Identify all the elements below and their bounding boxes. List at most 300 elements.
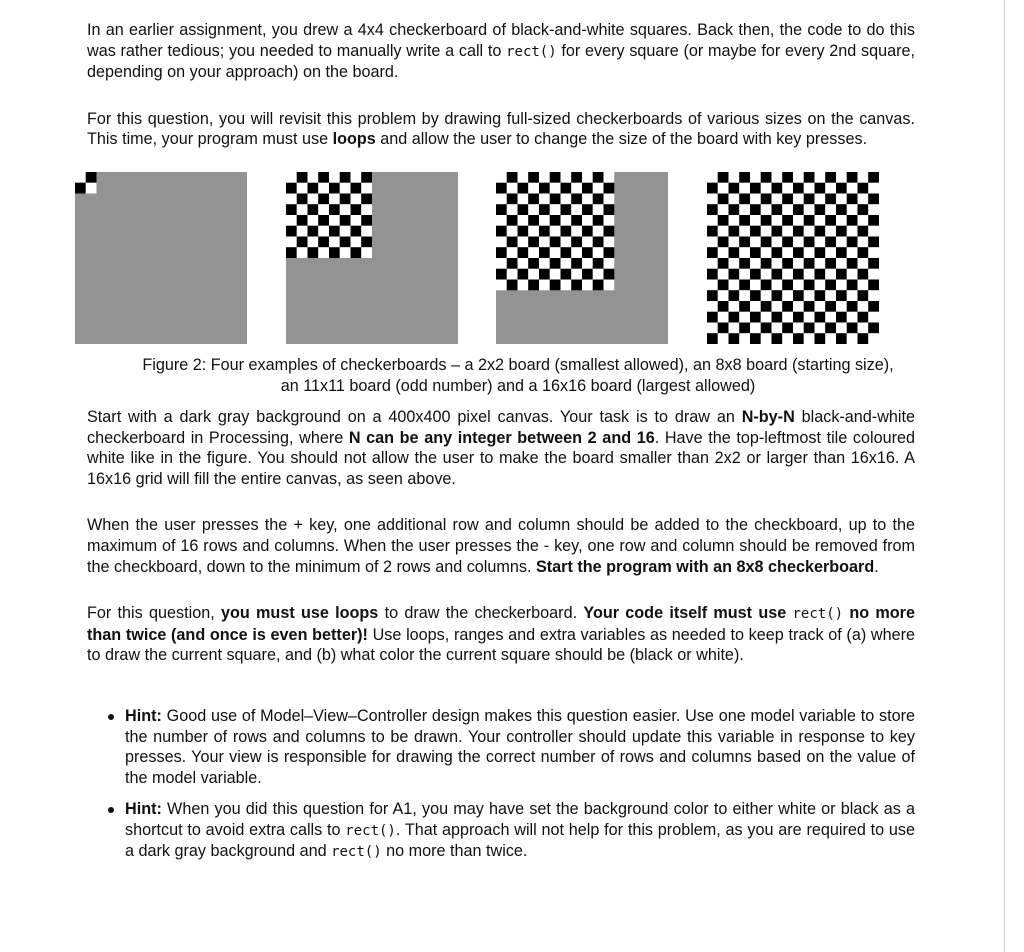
checker-square	[361, 236, 372, 247]
checker-square	[582, 204, 593, 215]
checker-square	[604, 193, 615, 204]
checker-square	[815, 215, 826, 226]
checker-square	[286, 193, 297, 204]
checker-square	[604, 247, 615, 258]
checker-square	[761, 269, 772, 280]
checker-square	[507, 193, 518, 204]
checker-square	[782, 172, 793, 183]
checker-square	[718, 183, 729, 194]
checker-square	[793, 258, 804, 269]
checker-square	[571, 172, 582, 183]
checker-square	[308, 226, 319, 237]
checker-square	[750, 333, 761, 344]
checker-square	[308, 172, 319, 183]
checker-square	[761, 226, 772, 237]
checker-square	[761, 333, 772, 344]
checker-square	[351, 226, 362, 237]
checker-square	[772, 215, 783, 226]
checker-square	[707, 322, 718, 333]
checker-square	[739, 322, 750, 333]
checker-square	[858, 193, 869, 204]
checker-square	[518, 193, 529, 204]
figure-caption	[58, 355, 978, 396]
checker-square	[815, 312, 826, 323]
checker-square	[815, 333, 826, 344]
checker-square	[847, 226, 858, 237]
checker-square	[361, 172, 372, 183]
caption-line-1: Figure 2: Four examples of checkerboards – a 2x2 board (smallest allowed), an 8x8 board (starting size),	[142, 355, 894, 374]
checker-square	[340, 172, 351, 183]
checker-square	[782, 301, 793, 312]
checker-square	[496, 236, 507, 247]
checkerboard-11x11	[496, 172, 668, 344]
checker-square	[825, 193, 836, 204]
checker-square	[815, 193, 826, 204]
checker-square	[593, 183, 604, 194]
checker-square	[804, 226, 815, 237]
caption-line-2: an 11x11 board (odd number) and a 16x16 board (largest allowed)	[280, 376, 756, 395]
checker-square	[582, 258, 593, 269]
inline-code-rect: rect()	[345, 822, 396, 839]
checker-square	[729, 290, 740, 301]
checker-square	[582, 236, 593, 247]
checker-square	[847, 204, 858, 215]
checker-square	[739, 226, 750, 237]
checker-square	[772, 312, 783, 323]
checker-square	[858, 247, 869, 258]
checker-square	[868, 312, 879, 323]
checker-square	[707, 301, 718, 312]
checker-square	[604, 183, 615, 194]
checker-square	[750, 312, 761, 323]
keypress-paragraph: When the user presses the + key, one additional row and column should be added to the checkboard, up to the maximum of 16 rows and columns. When the user presses the - key, one row and column should be removed from the checkboard, down to the minimum of 2 rows and columns. Start the program with an 8x8 checkerboard.	[87, 516, 915, 576]
checker-square	[329, 226, 340, 237]
checker-square	[593, 172, 604, 183]
checker-square	[750, 322, 761, 333]
checker-square	[739, 204, 750, 215]
checker-square	[550, 204, 561, 215]
checker-square	[825, 269, 836, 280]
checker-square	[604, 279, 615, 290]
checker-square	[329, 215, 340, 226]
checker-square	[539, 204, 550, 215]
checker-square	[496, 172, 507, 183]
checker-square	[318, 236, 329, 247]
checker-square	[361, 183, 372, 194]
checker-square	[729, 333, 740, 344]
assignment-document	[87, 20, 915, 874]
checker-square	[782, 290, 793, 301]
board-background	[75, 172, 247, 344]
checker-square	[836, 226, 847, 237]
checker-square	[561, 269, 572, 280]
checker-square	[804, 247, 815, 258]
checker-square	[593, 258, 604, 269]
intro-paragraph-2: For this question, you will revisit this problem by drawing full-sized checkerboards of various sizes on the canvas. This time, your program must use loops and allow the user to change the size of the board with key presses.	[87, 109, 915, 149]
checker-square	[815, 204, 826, 215]
checker-square	[571, 226, 582, 237]
checker-square	[496, 258, 507, 269]
checker-square	[507, 183, 518, 194]
checker-square	[739, 215, 750, 226]
checker-square	[868, 247, 879, 258]
checker-square	[729, 258, 740, 269]
checker-square	[772, 258, 783, 269]
checker-square	[561, 236, 572, 247]
checker-square	[739, 333, 750, 344]
checker-square	[507, 247, 518, 258]
checker-square	[858, 204, 869, 215]
checker-square	[351, 247, 362, 258]
checker-square	[761, 301, 772, 312]
checker-square	[561, 258, 572, 269]
checker-square	[582, 215, 593, 226]
checker-square	[518, 258, 529, 269]
checker-square	[604, 215, 615, 226]
checker-square	[539, 183, 550, 194]
checker-square	[329, 183, 340, 194]
checker-square	[707, 226, 718, 237]
checker-square	[528, 236, 539, 247]
checker-square	[815, 269, 826, 280]
checker-square	[286, 247, 297, 258]
checker-square	[836, 290, 847, 301]
checker-square	[729, 215, 740, 226]
checker-square	[593, 204, 604, 215]
checker-square	[772, 172, 783, 183]
checker-square	[582, 269, 593, 280]
checker-square	[868, 226, 879, 237]
checker-square	[804, 258, 815, 269]
checker-square	[761, 279, 772, 290]
checker-square	[308, 247, 319, 258]
checker-square	[718, 215, 729, 226]
hint-item-background: Hint: When you did this question for A1, you may have set the background color to either white or black as a shortcut to avoid extra calls to rect(). That approach will not help for this problem, as you are required to use a dark gray background and rect() no more than twice.	[125, 799, 915, 863]
checker-square	[593, 279, 604, 290]
checker-square	[729, 226, 740, 237]
checker-square	[571, 258, 582, 269]
checker-square	[604, 258, 615, 269]
checker-square	[75, 172, 86, 183]
checker-square	[318, 183, 329, 194]
checker-square	[868, 279, 879, 290]
checker-square	[528, 172, 539, 183]
checker-square	[750, 269, 761, 280]
checker-square	[815, 236, 826, 247]
checker-square	[593, 236, 604, 247]
checker-square	[496, 226, 507, 237]
checker-square	[329, 193, 340, 204]
checker-square	[804, 193, 815, 204]
checker-square	[496, 279, 507, 290]
checker-square	[507, 172, 518, 183]
checker-square	[729, 183, 740, 194]
checker-square	[750, 301, 761, 312]
intro-paragraph-1: In an earlier assignment, you drew a 4x4 checkerboard of black-and-white squares. Back then, the code to do this was rather tedious; you needed to manually write a call to rect() for every square (or maybe for every 2nd square, depending on your approach) on the board.	[87, 21, 915, 82]
checkerboard-16x16	[707, 172, 879, 344]
page-edge-rule	[1004, 0, 1005, 952]
checker-square	[729, 312, 740, 323]
checker-square	[571, 236, 582, 247]
checker-square	[868, 193, 879, 204]
checker-square	[847, 290, 858, 301]
checker-square	[539, 226, 550, 237]
task-paragraph: Start with a dark gray background on a 400x400 pixel canvas. Your task is to draw an N-by-N black-and-white checkerboard in Processing, where N can be any integer between 2 and 16. Have the top-leftmost tile coloured white like in the figure. You should not allow the user to make the board smaller than 2x2 or larger than 16x16. A 16x16 grid will fill the entire canvas, as seen above.	[87, 407, 915, 488]
checker-square	[297, 215, 308, 226]
checker-square	[329, 247, 340, 258]
checker-square	[539, 215, 550, 226]
checker-square	[496, 269, 507, 280]
checker-square	[772, 236, 783, 247]
checker-square	[539, 279, 550, 290]
checker-square	[707, 236, 718, 247]
checker-square	[571, 204, 582, 215]
checker-square	[804, 312, 815, 323]
checker-square	[804, 269, 815, 280]
checker-square	[739, 312, 750, 323]
checker-square	[593, 193, 604, 204]
checker-square	[561, 215, 572, 226]
checker-square	[847, 279, 858, 290]
checker-square	[550, 258, 561, 269]
checker-square	[286, 172, 297, 183]
checker-square	[539, 258, 550, 269]
inline-code-rect: rect()	[506, 43, 557, 60]
checker-square	[847, 172, 858, 183]
checker-square	[297, 172, 308, 183]
checker-square	[707, 258, 718, 269]
checker-square	[604, 226, 615, 237]
checker-square	[582, 226, 593, 237]
checker-square	[729, 269, 740, 280]
checker-square	[707, 183, 718, 194]
checker-square	[782, 269, 793, 280]
inline-code-rect: rect()	[331, 844, 382, 861]
checker-square	[571, 183, 582, 194]
checker-square	[815, 301, 826, 312]
checker-square	[718, 172, 729, 183]
checker-square	[528, 247, 539, 258]
checker-square	[825, 333, 836, 344]
checker-square	[571, 247, 582, 258]
checker-square	[561, 172, 572, 183]
checker-square	[361, 215, 372, 226]
checker-square	[858, 258, 869, 269]
checker-square	[804, 236, 815, 247]
checker-square	[718, 204, 729, 215]
checker-square	[782, 279, 793, 290]
checker-square	[847, 183, 858, 194]
checker-square	[804, 172, 815, 183]
checker-square	[340, 193, 351, 204]
checker-square	[496, 193, 507, 204]
checker-square	[582, 279, 593, 290]
checker-square	[772, 247, 783, 258]
checker-square	[772, 226, 783, 237]
checker-square	[858, 301, 869, 312]
checker-square	[297, 183, 308, 194]
checker-square	[825, 183, 836, 194]
checker-square	[825, 215, 836, 226]
checker-square	[361, 226, 372, 237]
checker-square	[539, 236, 550, 247]
checker-square	[507, 279, 518, 290]
checker-square	[793, 236, 804, 247]
checker-square	[739, 172, 750, 183]
checker-square	[518, 204, 529, 215]
checker-square	[718, 247, 729, 258]
checker-square	[868, 269, 879, 280]
checker-square	[707, 312, 718, 323]
checker-square	[761, 312, 772, 323]
checker-square	[772, 193, 783, 204]
checker-square	[868, 204, 879, 215]
checker-square	[550, 193, 561, 204]
checker-square	[318, 204, 329, 215]
checker-square	[718, 301, 729, 312]
checker-square	[793, 301, 804, 312]
checker-square	[308, 204, 319, 215]
checker-square	[718, 322, 729, 333]
checker-square	[718, 258, 729, 269]
checker-square	[847, 301, 858, 312]
checker-square	[815, 290, 826, 301]
checker-square	[847, 333, 858, 344]
checker-square	[836, 279, 847, 290]
checker-square	[297, 204, 308, 215]
checker-square	[868, 333, 879, 344]
checker-square	[825, 301, 836, 312]
checker-square	[858, 183, 869, 194]
checker-square	[782, 183, 793, 194]
checker-square	[836, 204, 847, 215]
checker-square	[804, 183, 815, 194]
checker-square	[361, 193, 372, 204]
checker-square	[793, 193, 804, 204]
checker-square	[847, 258, 858, 269]
checker-square	[329, 172, 340, 183]
checker-square	[847, 269, 858, 280]
checker-square	[729, 193, 740, 204]
checker-square	[351, 204, 362, 215]
checker-square	[761, 215, 772, 226]
checker-square	[750, 247, 761, 258]
checker-square	[836, 269, 847, 280]
checker-square	[772, 333, 783, 344]
checker-square	[836, 258, 847, 269]
checker-square	[593, 226, 604, 237]
checker-square	[528, 269, 539, 280]
checker-square	[561, 226, 572, 237]
checker-square	[836, 172, 847, 183]
checker-square	[793, 204, 804, 215]
checker-square	[528, 279, 539, 290]
checker-square	[707, 279, 718, 290]
checker-square	[815, 258, 826, 269]
checker-square	[318, 215, 329, 226]
checker-square	[739, 258, 750, 269]
checker-square	[518, 172, 529, 183]
checker-square	[782, 258, 793, 269]
checker-square	[815, 279, 826, 290]
checker-square	[707, 269, 718, 280]
checker-square	[858, 269, 869, 280]
checker-square	[739, 193, 750, 204]
checker-square	[750, 193, 761, 204]
checker-square	[739, 290, 750, 301]
checker-square	[815, 226, 826, 237]
checker-square	[836, 322, 847, 333]
checker-square	[351, 215, 362, 226]
checker-square	[507, 204, 518, 215]
checker-square	[507, 269, 518, 280]
checker-square	[286, 236, 297, 247]
checker-square	[518, 226, 529, 237]
checker-square	[297, 247, 308, 258]
checker-square	[718, 193, 729, 204]
checker-square	[528, 193, 539, 204]
checker-square	[858, 290, 869, 301]
checker-square	[308, 183, 319, 194]
checker-square	[825, 247, 836, 258]
checker-square	[340, 215, 351, 226]
checker-square	[772, 290, 783, 301]
checker-square	[825, 312, 836, 323]
checker-square	[361, 204, 372, 215]
checker-square	[804, 333, 815, 344]
checker-square	[707, 172, 718, 183]
checker-square	[825, 226, 836, 237]
checker-square	[836, 193, 847, 204]
checker-square	[804, 290, 815, 301]
checker-square	[86, 172, 97, 183]
checker-square	[729, 204, 740, 215]
checker-square	[782, 322, 793, 333]
checker-square	[329, 236, 340, 247]
checker-square	[351, 193, 362, 204]
checker-square	[858, 236, 869, 247]
checker-square	[847, 215, 858, 226]
checker-square	[739, 183, 750, 194]
inline-code-rect: rect()	[792, 606, 844, 623]
checker-square	[750, 236, 761, 247]
figure-checkerboards	[78, 167, 958, 407]
checker-square	[571, 193, 582, 204]
checker-square	[739, 236, 750, 247]
checker-square	[793, 269, 804, 280]
checker-square	[507, 215, 518, 226]
checker-square	[761, 204, 772, 215]
checker-square	[868, 322, 879, 333]
checker-square	[561, 247, 572, 258]
checker-square	[507, 258, 518, 269]
checker-square	[707, 204, 718, 215]
checker-square	[868, 183, 879, 194]
checker-square	[868, 172, 879, 183]
checker-square	[707, 215, 718, 226]
checker-square	[707, 247, 718, 258]
checker-square	[286, 183, 297, 194]
checkerboard-8x8	[286, 172, 458, 344]
checker-square	[847, 236, 858, 247]
checker-square	[297, 226, 308, 237]
checker-square	[561, 193, 572, 204]
checker-square	[528, 204, 539, 215]
checker-square	[858, 172, 869, 183]
checker-square	[825, 236, 836, 247]
checker-square	[793, 226, 804, 237]
checker-square	[868, 258, 879, 269]
